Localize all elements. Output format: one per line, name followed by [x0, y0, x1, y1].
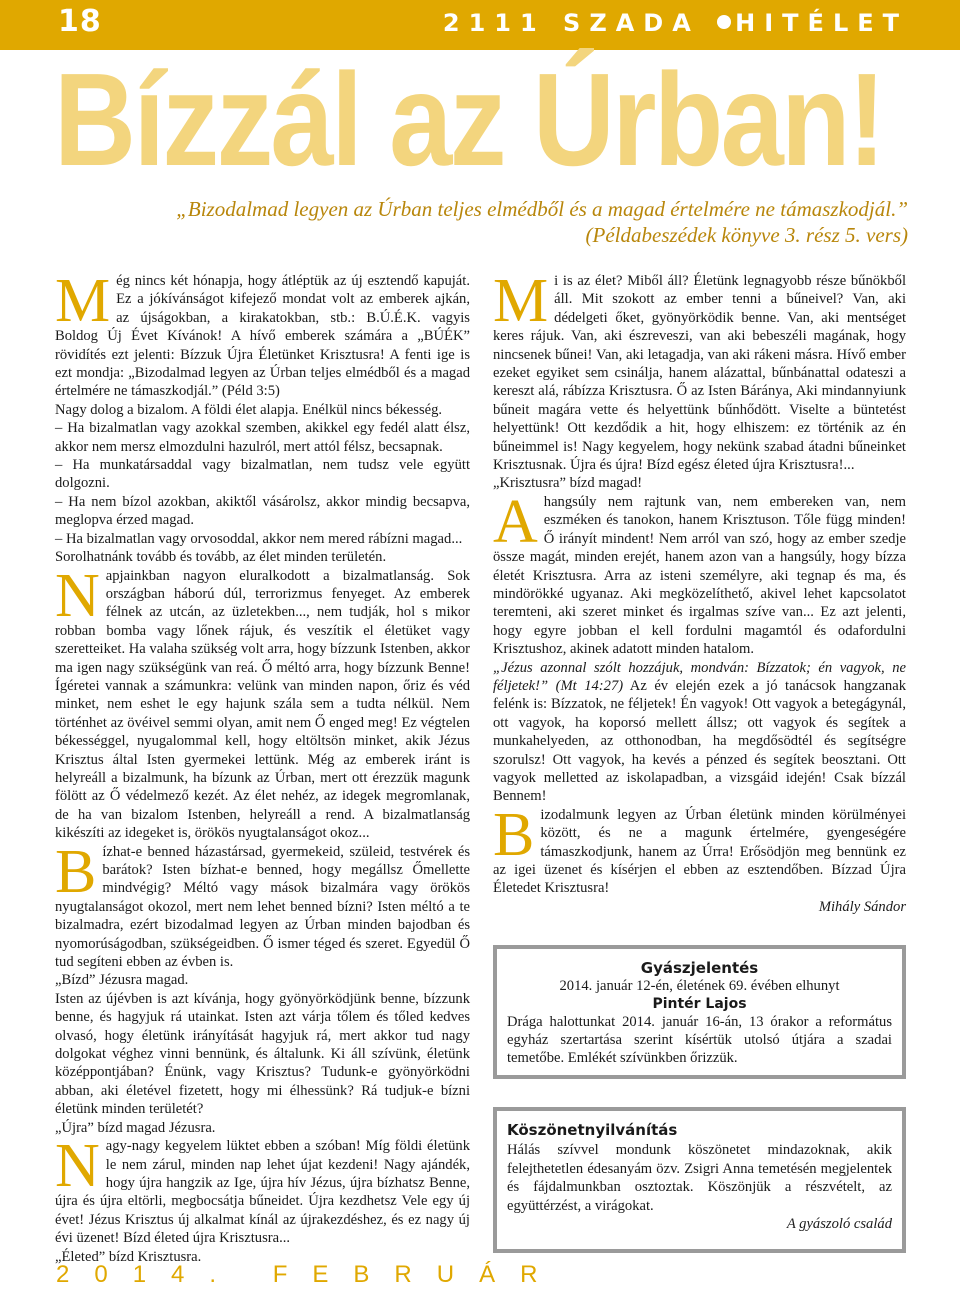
- paragraph: – Ha munkatársaddal vagy bizalmatlan, nem tudsz vele együtt dolgozni.: [55, 457, 470, 492]
- issue-date-footer: 2014. FEBRUÁR: [56, 1261, 563, 1288]
- drop-cap: N: [55, 561, 100, 630]
- drop-cap: A: [493, 487, 538, 556]
- paragraph: „Életed” bízd Krisztusra.: [55, 1248, 202, 1265]
- thanks-heading: Köszönetnyilvánítás: [507, 1121, 678, 1139]
- obituary-name: Pintér Lajos: [652, 996, 747, 1012]
- paragraph: – Ha bizalmatlan vagy azokkal szemben, akikkel egy fedél alatt élsz, akkor nem mersz elmozdulni hazulról, mert attól félsz, becsapnak.: [55, 420, 470, 455]
- drop-cap: B: [493, 800, 535, 869]
- thanks-text: Hálás szívvel mondunk köszönetet mindazoknak, akik felejthetetlen édesanyám: [507, 1142, 892, 1177]
- page-number: 18: [58, 4, 102, 39]
- paragraph: – Ha bizalmatlan vagy orvosoddal, akkor nem mered rábízni magad...: [55, 530, 463, 547]
- paragraph: „Krisztusra” bízd magad!: [493, 475, 643, 492]
- paragraph-text: agy-nagy kegyelem lüktet ebben a szóban! Míg földi életünk le nem zárul, minden nap lehet újat kezdeni! Nagy ajándék, hogy újra hangzik az Ige, újra hív Jézus, újra bízhatsz Benne, újra és újra eltörli, megbocsátja bűneidet. Újra kezdhetsz Vele egy új évet! Jézus Krisztus új alkalmat kínál az újrakezdéshez, és ez nagy új évi üzenet! Bízd életed újra Krisztusra...: [55, 1138, 470, 1247]
- motto-source: (Példabeszédek könyve 3. rész 5. vers): [585, 223, 908, 247]
- paragraph-text: ég nincs két hónapja, hogy átléptük az új esztendő kapuját. Ez a jókívánságot kifejező mondat volt az emberek ajkán, az újságokban, a kirakatokban, stb.: B.Ú.É.K. vagyis Boldog Új Évet Kívánok! A hívő emberek számára a „BÚÉK” rövidítés ezt jelenti: Bízzuk Újra Életünket Krisztusra! A fenti ige is ezt mondja: „Bizodalmad legyen az Úrban teljes elmédből és a magad értelmére ne támaszkodjál.” (Péld 3:5): [55, 273, 470, 400]
- paragraph: Sorolhatnánk tovább és tovább, az élet minden területén.: [55, 549, 387, 566]
- running-title-left: 2111 SZADA: [442, 9, 700, 37]
- obituary-heading: Gyászjelentés: [640, 959, 759, 977]
- article-title: Bízzál az Úrban!: [54, 46, 884, 193]
- thanks-name: özv. Zsigri Anna: [656, 1160, 755, 1177]
- running-title-right: HITÉLET: [735, 9, 908, 37]
- obituary-box: [493, 945, 906, 1079]
- obituary-line: 2014. január 12-én, életének 69. évében elhunyt: [559, 978, 840, 994]
- obituary-body: Drága halottunkat 2014. január 16-án, 13 órakor a református egyház szertartása szerint kísértük utolsó útjára a szadai temetőbe. Emlékét szívünkben őrizzük.: [507, 1014, 892, 1066]
- paragraph: Isten az újévben is azt kívánja, hogy gyönyörködjünk benne, bízzunk benne, és hagyjuk rá utainkat. Isten azt várja tőlem és tőled kedves olvasó, hogy életünk irányítását hagyjuk rá, mert akkor tud nagy dolgokat véghez vinni bennünk, és általunk. Ki áll szívünk, életünk középpontjában? Énünk, vagy Krisztus? Tudunk-e gyönyörködni abban, aki életével fizetett, hogy mi élhessünk? Rá tudjuk-e bízni életünk minden területét?: [55, 990, 470, 1118]
- drop-cap: M: [55, 267, 111, 335]
- paragraph: [493, 487, 906, 659]
- paragraph-text: ízhat-e benned házastársad, gyermekeid, szüleid, testvérek és barátok? Isten bízhat-e benned, hogy megállsz Őmellette mindvégig? Méltó vagy mások bizalmára vagy örökös nyugtalanságot okozol, mert nem lehet benned bízni? Isten méltó a te bizalmadra, ezért bizodalmad legyen az Úrban minden bajodban és nyomorúságodban, szükségeidben. Ő ismer téged és szeret. Egyedül Ő tud segíteni ebben az évben is.: [55, 843, 470, 971]
- thanks-box: [493, 1107, 906, 1253]
- thanks-signature: A gyászoló család: [786, 1216, 892, 1233]
- thanks-body: [507, 1141, 892, 1215]
- author-signature: Mihály Sándor: [818, 898, 906, 915]
- motto: [88, 196, 908, 248]
- paragraph: [55, 837, 470, 972]
- motto-quote: „Bizodalmad legyen az Úrban teljes elmédből és a magad értelmére ne támaszkodjál.”: [176, 197, 908, 221]
- paragraph: „Bízd” Jézusra magad.: [55, 972, 189, 989]
- bible-quote: „Jézus azonnal szólt hozzájuk, mondván: Bízzatok; én vagyok, ne féljetek!” (Mt 14:27): [493, 659, 906, 694]
- running-title: [443, 9, 908, 37]
- paragraph: [55, 267, 470, 401]
- drop-cap: N: [55, 1132, 100, 1201]
- paragraph: [493, 659, 906, 806]
- drop-cap: M: [493, 267, 549, 335]
- right-column: [493, 267, 906, 916]
- paragraph: [493, 800, 906, 898]
- paragraph: „Újra” bízd magad Jézusra.: [55, 1119, 216, 1136]
- paragraph: [493, 267, 906, 474]
- thanks-text: temetésén megjelentek és fájdalmunkban osztoztak. Köszönjük a részvételt, az együttérzést, a virágokat.: [507, 1160, 892, 1214]
- paragraph: [55, 1132, 470, 1247]
- drop-cap: B: [55, 837, 97, 906]
- paragraph-text: i is az élet? Miből áll? Életünk legnagyobb része bűnökből áll. Mit szokott az ember tenni a bűneivel? Van, aki dédelgeti őket, gyönyörködik benne. Van, aki mentséget keres rájuk. Van, aki észreveszi, van aki bebeszéli magának, hogy nincsenek bűnei! Van, aki letagadja, van aki rákeni másra. Hívő ember ezeket egyiket sem csinálja, hanem alázattal, bűnbánattal odateszi a kereszt alá, rábízza Krisztusra. Ő az Isten Báránya, Aki mindannyiunk bűneit magára vette és helyettünk bűnhődött. Viselte a büntetést helyettünk! Ott kezdődik a hit, hogy elhiszem: ez történik az én bűneimmel is! Nagy kegyelem, hogy nekünk szabad átadni bűneinket Krisztusnak. Újra és újra! Bízd egész életed újra Krisztusra!...: [493, 273, 906, 474]
- paragraph-text: izodalmunk legyen az Úrban életünk minden körülményei között, és ne a magunk értelmére, gyengeségére támaszkodjunk, hanem az Úrra! Erősödjön meg bennünk ez az igei üzenet és kísérjen el ebben az esztendőben. Bízzad Újra Életedet Krisztusra!: [493, 806, 906, 897]
- paragraph-text: apjainkban nagyon eluralkodott a bizalmatlanság. Sok országban háború dúl, terrorizmus fenyeget. Az emberek félnek az utcán, az üzletekben..., nem tudják, hol s mikor robban bomba vagy lőnek rájuk, és veszítik el életüket vagy szeretteiket. Ha valaha szükség volt arra, hogy bízzunk Istenben, akkor ma igen nagy szükségünk van reá. Ő méltó arra, hogy bízzunk Benne! Ígéretei vannak a számunkra: velünk van minden napon, őriz és véd minket, nem eshet le egy hajunk szála sem a tudta nélkül. Nem történhet az övéivel semmi olyan, amit nem Ő enged meg! Ez végtelen békességgel, nyugalommal kell, hogy eltöltsön minket, akik Jézus Krisztus által Isten gyermekei lettünk. Még az emberek iránt is helyreáll a bizalmunk, ha bízunk az Úrban, mert ott érezzük magunk fölött az Ő védelmező kezét. Az élet nehéz, az idegek megromlanak, de ha van bizalom Istenben, helyreáll a rend. A bizalmatlanság kikészíti az idegeket is, örökös nyugtalanságot okoz...: [55, 567, 470, 842]
- paragraph-text: Az év elején ezek a jó tanácsok hangzanak felénk is: Bízzatok, ne féljetek! Én vagyok! Ott vagyok a betegágynál, ott vagyok, ha koporsó mellett állsz; ott vagyok és segítek a munkahelyeden, az otthonodban, ha megdősödtél és segítségre szorulsz! Ott vagyok, ha kevés a pénzed és segítek beosztani. Ott vagyok melletted az iskolapadban, a vizsgáid idején! Csak bízzál Bennem!: [493, 677, 906, 805]
- paragraph: Nagy dolog a bizalom. A földi élet alapja. Enélkül nincs békesség.: [55, 401, 443, 418]
- left-column: [55, 267, 470, 1266]
- paragraph: [55, 561, 470, 843]
- bullet-dot-icon: [717, 15, 731, 29]
- paragraph: – Ha nem bízol azokban, akiktől vásárolsz, akkor mindig becsapva, meglopva érzed magad.: [55, 493, 470, 529]
- paragraph-text: hangsúly nem rajtunk van, nem embereken van, nem eszméken és tanokon, hanem Krisztuson. Tőle függ minden! Ő irányít mindent! Nem arról van szó, hogy az ember szedje össze magát, minden erejét, hanem azon van a hangsúly, hogy bízza életét Krisztusra. Arra az isteni személyre, aki tegnap és ma, és mindörökké ugyanaz. Aki megközelíthető, akivel lehet kapcsolatot teremteni, aki szeret minket és irgalmas szíve van... Ez azt jelenti, hogy egyre jobban el kell fordulni magamtól és odafordulni Krisztushoz, akinek adatott minden hatalom.: [493, 493, 906, 658]
